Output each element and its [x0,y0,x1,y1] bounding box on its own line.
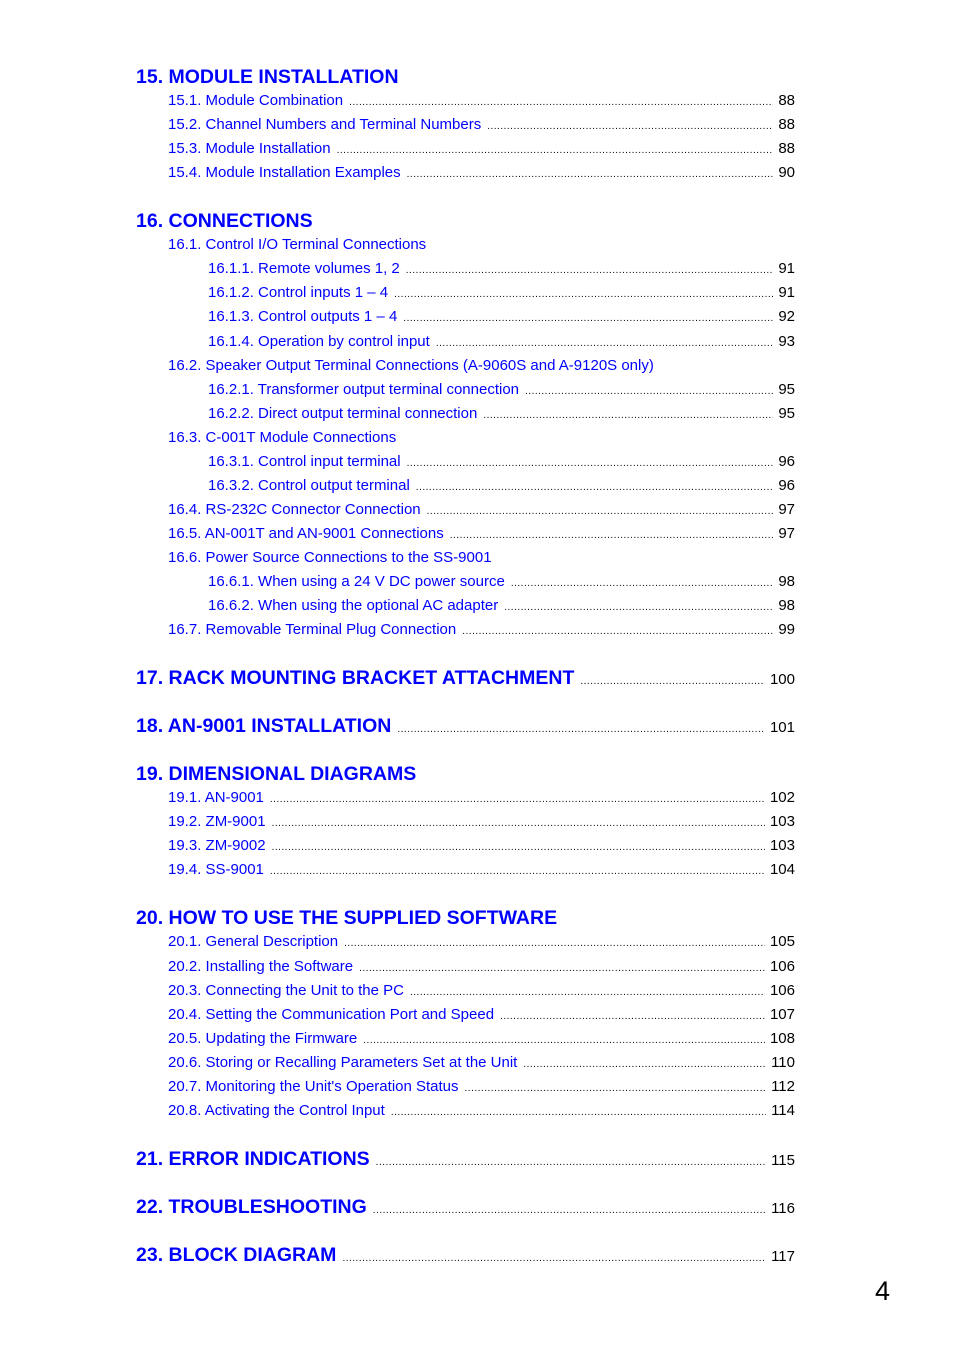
toc-entry-label: 20.4. Setting the Communication Port and Speed [168,1006,495,1023]
toc-entry[interactable] [136,763,416,787]
toc-entry-label: 16.3. C-001T Module Connections [168,429,397,446]
dot-leader [525,386,773,397]
toc-entry[interactable] [136,210,313,234]
toc-entry[interactable] [208,597,795,617]
dot-leader [394,289,773,300]
toc-entry-page: 103 [769,813,795,830]
toc-entry-page: 104 [769,861,795,878]
toc-entry-label: 16.3.1. Control input terminal [208,453,401,470]
toc-entry-page: 97 [778,525,795,542]
dot-leader [342,1253,766,1264]
dot-leader [504,602,773,613]
toc-entry-label: 19.1. AN-9001 [168,789,264,806]
toc-entry-page: 116 [771,1200,795,1217]
toc-entry[interactable] [168,236,426,256]
toc-entry-label: 19. DIMENSIONAL DIAGRAMS [136,763,417,785]
dot-leader [407,169,774,180]
toc-entry[interactable] [168,837,795,857]
dot-leader [462,626,773,637]
toc-entry-page: 102 [769,789,795,806]
toc-entry-label: 20.6. Storing or Recalling Parameters Set at the Unit [168,1054,518,1071]
toc-entry[interactable] [168,621,795,641]
toc-entry-page: 98 [778,573,795,590]
toc-entry-label: 16. CONNECTIONS [136,210,313,232]
dot-leader [376,1157,766,1168]
toc-entry-page: 106 [769,982,795,999]
dot-leader [359,963,765,974]
toc-entry[interactable] [168,1030,795,1050]
toc-entry-page: 95 [778,405,795,422]
dot-leader [427,506,774,517]
toc-entry[interactable] [168,525,795,545]
toc-entry-page: 115 [771,1152,795,1169]
toc-entry[interactable] [168,140,795,160]
toc-entry-label: 16.1.2. Control inputs 1 – 4 [208,284,389,301]
dot-leader [272,818,765,829]
toc-entry[interactable] [208,284,795,304]
toc-entry-label: 15.2. Channel Numbers and Terminal Numbers [168,116,482,133]
dot-leader [487,121,773,132]
toc-entry[interactable] [168,933,795,953]
toc-entry[interactable] [208,453,795,473]
toc-entry[interactable] [168,813,795,833]
toc-entry[interactable] [136,1244,795,1268]
toc-entry-label: 16.6.2. When using the optional AC adapter [208,597,499,614]
toc-entry[interactable] [208,308,795,328]
toc-entry-page: 114 [771,1102,795,1119]
toc-entry-page: 103 [769,837,795,854]
toc-entry-page: 106 [769,958,795,975]
toc-entry[interactable] [208,405,795,425]
toc-entry-label: 15.1. Module Combination [168,92,344,109]
dot-leader [500,1011,765,1022]
dot-leader [465,1083,767,1094]
dot-leader [511,578,773,589]
toc-entry-label: 20. HOW TO USE THE SUPPLIED SOFTWARE [136,907,558,929]
toc-entry-page: 88 [778,92,795,109]
toc-entry-page: 117 [771,1248,795,1265]
toc-entry[interactable] [136,1148,795,1172]
dot-leader [410,987,765,998]
toc-entry-page: 90 [778,164,795,181]
toc-entry-page: 91 [778,260,795,277]
toc-entry[interactable] [168,501,795,521]
toc-entry-label: 16.4. RS-232C Connector Connection [168,501,421,518]
toc-entry[interactable] [136,715,795,739]
toc-entry-label: 21. ERROR INDICATIONS [136,1148,370,1170]
toc-entry-label: 23. BLOCK DIAGRAM [136,1244,337,1266]
toc-entry[interactable] [136,66,399,90]
dot-leader [337,145,774,156]
toc-entry-label: 20.5. Updating the Firmware [168,1030,358,1047]
dot-leader [270,794,765,805]
toc-entry-page: 95 [778,381,795,398]
toc-entry-label: 16.1.1. Remote volumes 1, 2 [208,260,400,277]
toc-entry[interactable] [168,164,795,184]
toc-entry-label: 19.2. ZM-9001 [168,813,266,830]
dot-leader [523,1059,766,1070]
toc-entry-page: 112 [771,1078,795,1095]
toc-entry[interactable] [168,1078,795,1098]
dot-leader [436,338,774,349]
toc-entry-label: 16.2.2. Direct output terminal connection [208,405,478,422]
toc-entry[interactable] [208,573,795,593]
toc-entry-label: 20.3. Connecting the Unit to the PC [168,982,404,999]
toc-entry[interactable] [168,789,795,809]
toc-entry-label: 16.6. Power Source Connections to the SS-9001 [168,549,492,566]
dot-leader [270,866,765,877]
toc-entry[interactable] [208,381,795,401]
toc-entry[interactable] [168,92,795,112]
toc-entry-label: 16.6.1. When using a 24 V DC power source [208,573,505,590]
toc-entry-label: 16.1. Control I/O Terminal Connections [168,236,427,253]
toc-entry-label: 20.8. Activating the Control Input [168,1102,385,1119]
toc-entry[interactable] [168,1054,795,1074]
toc-entry-page: 108 [769,1030,795,1047]
toc-entry-label: 16.2.1. Transformer output terminal connection [208,381,520,398]
toc-entry-page: 93 [778,333,795,350]
toc-entry-page: 88 [778,140,795,157]
toc-entry-label: 20.1. General Description [168,933,339,950]
dot-leader [406,265,774,276]
toc-entry-page: 96 [778,477,795,494]
toc-entry-page: 110 [771,1054,795,1071]
toc-entry-label: 16.2. Speaker Output Terminal Connections (A-9060S and A-9120S only) [168,357,654,374]
dot-leader [450,530,774,541]
toc-entry[interactable] [168,357,654,377]
dot-leader [363,1035,765,1046]
toc-entry[interactable] [208,477,795,497]
toc-entry-label: 16.5. AN-001T and AN-9001 Connections [168,525,444,542]
toc-entry-page: 101 [769,719,795,736]
toc-entry-label: 22. TROUBLESHOOTING [136,1196,367,1218]
toc-entry[interactable] [168,116,795,136]
toc-entry-page: 97 [778,501,795,518]
toc-entry-label: 18. AN-9001 INSTALLATION [136,715,392,737]
toc-entry[interactable] [136,667,795,691]
toc-entry[interactable] [208,333,795,353]
dot-leader [373,1205,766,1216]
toc-entry-page: 96 [778,453,795,470]
toc-entry-label: 16.7. Removable Terminal Plug Connection [168,621,457,638]
toc-entry[interactable] [168,429,396,449]
toc-entry[interactable] [136,1196,795,1220]
dot-leader [344,938,765,949]
toc-entry-label: 15.4. Module Installation Examples [168,164,401,181]
toc-entry[interactable] [136,907,557,931]
dot-leader [403,313,773,324]
toc-entry-page: 88 [778,116,795,133]
toc-entry-label: 15. MODULE INSTALLATION [136,66,399,88]
toc-entry[interactable] [168,982,795,1002]
toc-entry-label: 16.1.4. Operation by control input [208,333,430,350]
toc-entry[interactable] [168,861,795,881]
toc-entry-label: 20.2. Installing the Software [168,958,354,975]
toc-entry-label: 19.3. ZM-9002 [168,837,266,854]
dot-leader [483,410,773,421]
toc-entry-label: 16.3.2. Control output terminal [208,477,410,494]
toc-entry[interactable] [168,549,492,569]
toc-entry[interactable] [208,260,795,280]
toc-entry[interactable] [168,1006,795,1026]
dot-leader [391,1107,766,1118]
toc-entry-label: 15.3. Module Installation [168,140,331,157]
toc-entry-label: 17. RACK MOUNTING BRACKET ATTACHMENT [136,667,575,689]
dot-leader [580,676,765,687]
toc-entry[interactable] [168,958,795,978]
toc-entry-page: 107 [769,1006,795,1023]
page-number: 4 [875,1276,891,1306]
dot-leader [416,482,774,493]
dot-leader [397,724,765,735]
toc-entry-page: 100 [769,671,795,688]
toc-entry-label: 19.4. SS-9001 [168,861,264,878]
toc-entry-page: 91 [778,284,795,301]
toc-entry-page: 98 [778,597,795,614]
toc-entry-page: 92 [778,308,795,325]
dot-leader [407,458,774,469]
toc-entry-label: 16.1.3. Control outputs 1 – 4 [208,308,398,325]
toc-entry-label: 20.7. Monitoring the Unit's Operation Status [168,1078,459,1095]
toc-entry[interactable] [168,1102,795,1122]
dot-leader [349,97,773,108]
toc-entry-page: 99 [778,621,795,638]
toc-entry-page: 105 [769,933,795,950]
dot-leader [272,842,765,853]
